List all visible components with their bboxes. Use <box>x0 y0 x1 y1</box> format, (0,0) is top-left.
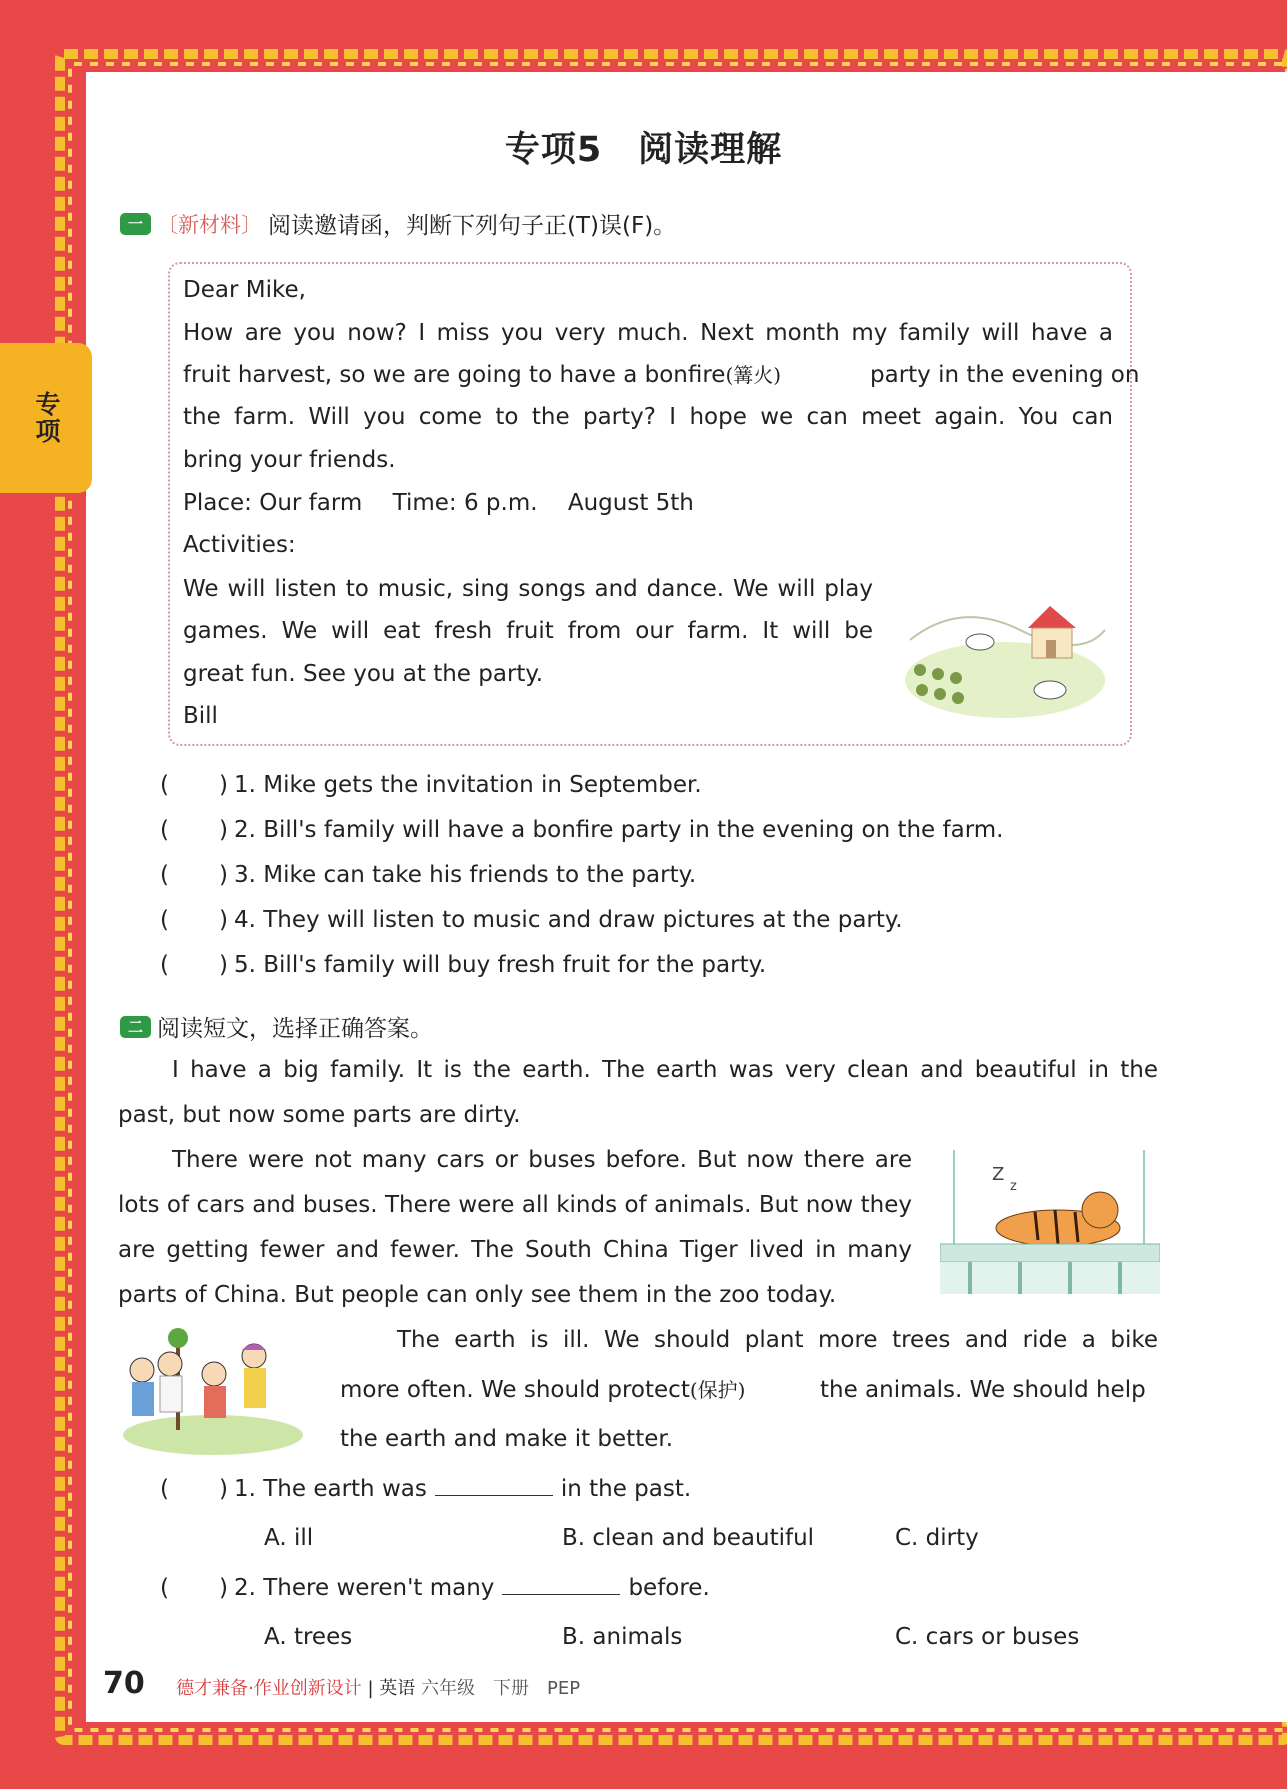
tf-question: ( ) 4. They will listen to music and draw pictures at the party. <box>160 907 903 933</box>
fill-blank[interactable] <box>502 1572 620 1595</box>
passage-line: I have a big family. It is the earth. The earth was very clean and beautiful in the <box>172 1057 1158 1083</box>
letter-line: fruit harvest, so we are going to have a bonfire(篝火) <box>183 362 782 388</box>
mc-option[interactable]: B. clean and beautiful <box>562 1525 815 1551</box>
page-title: 专项5 阅读理解 <box>504 130 783 170</box>
tiger-illustration <box>940 1140 1160 1300</box>
footer-brand: 德才兼备·作业创新设计 <box>176 1678 362 1699</box>
answer-blank[interactable]: ( ) <box>160 907 228 933</box>
answer-blank[interactable]: ( ) <box>160 1476 228 1502</box>
mc-option[interactable]: C. dirty <box>895 1525 979 1551</box>
new-material-tag: 〔新材料〕 <box>157 212 262 237</box>
kids-planting-illustration <box>118 1320 308 1460</box>
tf-question: ( ) 1. Mike gets the invitation in September. <box>160 772 702 798</box>
svg-text:z: z <box>1010 1179 1017 1194</box>
answer-blank[interactable]: ( ) <box>160 772 228 798</box>
passage-line: are getting fewer and fewer. The South China Tiger lived in many <box>118 1237 912 1263</box>
letter-place-time: Place: Our farm Time: 6 p.m. August 5th <box>183 490 694 516</box>
letter-line: the farm. Will you come to the party? I hope we can meet again. You can <box>183 404 1113 430</box>
tf-question: ( ) 3. Mike can take his friends to the party. <box>160 862 697 888</box>
footer-info <box>176 1674 580 1700</box>
letter-line: games. We will eat fresh fruit from our farm. It will be <box>183 618 873 644</box>
answer-blank[interactable]: ( ) <box>160 952 228 978</box>
mc-question: ( ) 1. The earth was in the past. <box>160 1473 691 1504</box>
tf-question: ( ) 5. Bill's family will buy fresh fruit for the party. <box>160 952 767 978</box>
section2-number-badge: 二 <box>120 1016 151 1038</box>
mc-option[interactable]: B. animals <box>562 1624 683 1650</box>
passage-line: parts of China. But people can only see them in the zoo today. <box>118 1282 837 1308</box>
section1-instruction: 阅读邀请函，判断下列句子正(T)误(F)。 <box>268 213 677 239</box>
passage-line: the earth and make it better. <box>340 1426 674 1452</box>
passage-line: The earth is ill. We should plant more trees and ride a bike <box>397 1327 1158 1353</box>
footer-subject: 英语 <box>379 1678 416 1699</box>
answer-blank[interactable]: ( ) <box>160 1575 228 1601</box>
tf-question: ( ) 2. Bill's family will have a bonfire party in the evening on the farm. <box>160 817 1004 843</box>
letter-activities-label: Activities: <box>183 532 296 558</box>
section1-header <box>120 207 676 240</box>
mc-option[interactable]: C. cars or buses <box>895 1624 1080 1650</box>
section2-header <box>120 1010 433 1043</box>
bonfire-gloss: (篝火) <box>725 363 782 387</box>
mc-question: ( ) 2. There weren't many before. <box>160 1572 710 1603</box>
mc-option[interactable]: A. ill <box>264 1525 314 1551</box>
passage-line: the animals. We should help <box>820 1377 1146 1403</box>
letter-line: bring your friends. <box>183 447 396 473</box>
page-number: 70 <box>103 1666 145 1701</box>
passage-line: more often. We should protect(保护) <box>340 1377 746 1403</box>
letter-greeting: Dear Mike, <box>183 277 306 303</box>
letter-signature: Bill <box>183 703 218 729</box>
answer-blank[interactable]: ( ) <box>160 817 228 843</box>
passage-line: There were not many cars or buses before. But now there are <box>172 1147 912 1173</box>
section1-number-badge: 一 <box>120 213 151 235</box>
footer-separator: | <box>367 1678 374 1699</box>
letter-line: great fun. See you at the party. <box>183 661 544 687</box>
passage-line: lots of cars and buses. There were all kinds of animals. But now they <box>118 1192 912 1218</box>
footer-grade: 六年级 下册 PEP <box>421 1678 581 1699</box>
letter-line: We will listen to music, sing songs and dance. We will play <box>183 576 873 602</box>
side-tab-label: 专项 <box>32 391 61 445</box>
farm-illustration <box>900 570 1110 720</box>
passage-line: past, but now some parts are dirty. <box>118 1102 521 1128</box>
letter-line: party in the evening on <box>870 362 1140 388</box>
protect-gloss: (保护) <box>689 1378 746 1402</box>
answer-blank[interactable]: ( ) <box>160 862 228 888</box>
letter-line: How are you now? I miss you very much. Next month my family will have a <box>183 320 1113 346</box>
side-tab <box>0 343 92 493</box>
mc-option[interactable]: A. trees <box>264 1624 353 1650</box>
svg-text:Z: Z <box>992 1164 1005 1185</box>
section2-instruction: 阅读短文，选择正确答案。 <box>157 1016 433 1042</box>
fill-blank[interactable] <box>435 1473 553 1496</box>
